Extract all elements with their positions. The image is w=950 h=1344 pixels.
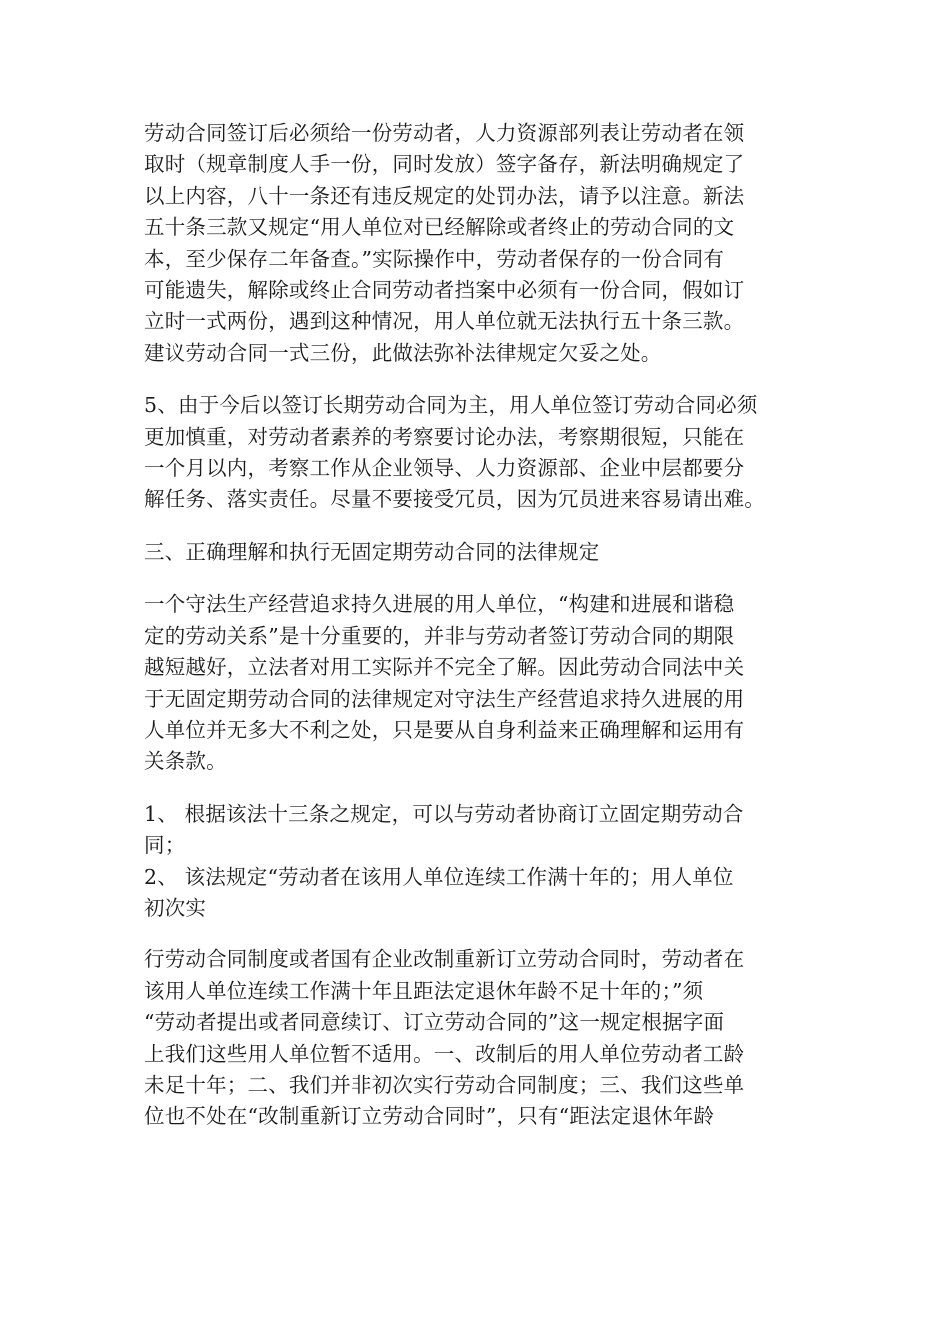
- paragraph-spacer: [144, 369, 812, 390]
- paragraph-spacer: [144, 516, 812, 537]
- text-line: 该用人单位连续工作满十年且距法定退休年龄不足十年的；”须: [144, 978, 704, 1003]
- text-line: “劳动者提出或者同意续订、订立劳动合同的”这一规定根据字面: [144, 1010, 725, 1035]
- paragraph-stable-relations: [144, 589, 812, 777]
- text-line: 未足十年；二、我们并非初次实行劳动合同制度；三、我们这些单: [144, 1072, 745, 1097]
- text-line: 可能遗失，解除或终止合同劳动者挡案中必须有一份合同，假如订: [144, 278, 745, 303]
- text-line: 立时一式两份，遇到这种情况，用人单位就无法执行五十条三款。: [144, 309, 745, 334]
- text-line: 初次实: [144, 895, 207, 920]
- paragraph-spacer: [144, 568, 812, 589]
- text-line: 2、 该法规定“劳动者在该用人单位连续工作满十年的；用人单位: [144, 864, 734, 889]
- text-line: 三、正确理解和执行无固定期劳动合同的法律规定: [144, 539, 600, 564]
- text-line: 1、 根据该法十三条之规定，可以与劳动者协商订立固定期劳动合: [144, 801, 744, 826]
- text-line: 同；: [144, 833, 186, 858]
- text-line: 5、由于今后以签订长期劳动合同为主，用人单位签订劳动合同必须: [144, 393, 758, 418]
- text-line: 以上内容，八十一条还有违反规定的处罚办法，请予以注意。新法: [144, 183, 745, 208]
- text-line: 解任务、落实责任。尽量不要接受冗员，因为冗员进来容易请出难。: [144, 487, 765, 512]
- text-line: 关条款。: [144, 749, 227, 774]
- section-heading-3: [144, 537, 812, 568]
- text-line: 建议劳动合同一式三份，此做法弥补法律规定欠妥之处。: [144, 340, 662, 365]
- text-line: 更加慎重，对劳动者素养的考察要讨论办法，考察期很短，只能在: [144, 424, 745, 449]
- text-line: 劳动合同签订后必须给一份劳动者，人力资源部列表让劳动者在领: [144, 121, 745, 145]
- paragraph-spacer: [144, 778, 812, 799]
- text-line: 五十条三款又规定“用人单位对已经解除或者终止的劳动合同的文: [144, 215, 735, 240]
- paragraph-contract-copies: [144, 118, 812, 369]
- text-line: 本，至少保存二年备查。”实际操作中，劳动者保存的一份合同有: [144, 246, 725, 271]
- document-page: [144, 118, 812, 1133]
- text-line: 于无固定期劳动合同的法律规定对守法生产经营追求持久进展的用: [144, 686, 745, 711]
- text-line: 上我们这些用人单位暂不适用。一、改制后的用人单位劳动者工龄: [144, 1041, 745, 1066]
- text-line: 取时（规章制度人手一份，同时发放）签字备存，新法明确规定了: [144, 152, 745, 177]
- numbered-list: [144, 799, 812, 925]
- paragraph-continuation: [144, 944, 812, 1132]
- text-line: 越短越好，立法者对用工实际并不完全了解。因此劳动合同法中关: [144, 655, 745, 680]
- text-line: 一个守法生产经营追求持久进展的用人单位，“构建和进展和谐稳: [144, 592, 735, 617]
- paragraph-spacer: [144, 924, 812, 944]
- paragraph-item-5: [144, 390, 812, 516]
- text-line: 定的劳动关系”是十分重要的，并非与劳动者签订劳动合同的期限: [144, 623, 735, 648]
- text-line: 位也不处在“改制重新订立劳动合同时”，只有“距法定退休年龄: [144, 1104, 715, 1129]
- text-line: 一个月以内，考察工作从企业领导、人力资源部、企业中层都要分: [144, 456, 745, 481]
- text-line: 行劳动合同制度或者国有企业改制重新订立劳动合同时，劳动者在: [144, 947, 745, 972]
- text-line: 人单位并无多大不利之处，只是要从自身利益来正确理解和运用有: [144, 717, 745, 742]
